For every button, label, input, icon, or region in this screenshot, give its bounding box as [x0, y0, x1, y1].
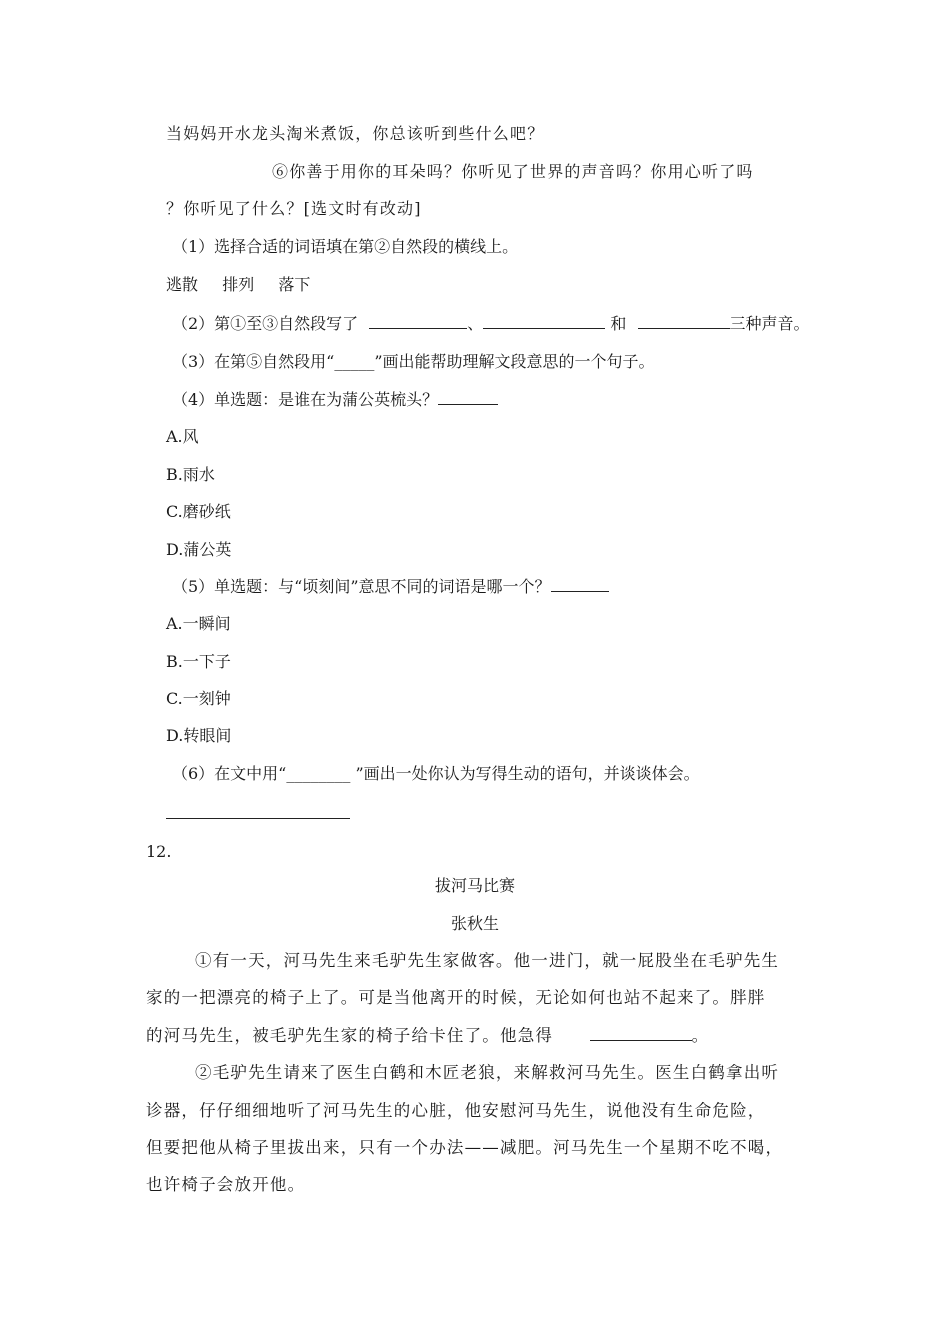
paragraph-1-line: ①有一天，河马先生来毛驴先生家做客。他一进门，就一屁股坐在毛驴先生: [195, 951, 780, 970]
option-a[interactable]: A.风: [166, 427, 199, 446]
question-5-text: （5）单选题：与“顷刻间”意思不同的词语是哪一个？: [172, 577, 551, 596]
paragraph-1-line: [146, 1026, 709, 1046]
question-5: [172, 577, 609, 597]
question-4-text: （4）单选题：是谁在为蒲公英梳头？: [172, 390, 439, 409]
question-2: [172, 314, 810, 334]
paragraph-1-end: 。: [691, 1026, 710, 1045]
question-1-text: （1）选择合适的词语填在第②自然段的横线上。: [172, 237, 519, 256]
passage-title: 拔河马比赛: [434, 876, 515, 895]
passage-paragraph-6-line: ？你听见了什么？[选文时有改动]: [166, 199, 422, 218]
question-6-text: （6）在文中用“________ ”画出一处你认为写得生动的语句，并谈谈体会。: [172, 764, 700, 783]
option-b[interactable]: B.一下子: [166, 652, 231, 671]
passage-line: 当妈妈开水龙头淘米煮饭，你总该听到些什么吧？: [166, 124, 545, 143]
passage-paragraph-6-line: ⑥你善于用你的耳朵吗？你听见了世界的声音吗？你用心听了吗: [272, 162, 754, 181]
answer-blank[interactable]: [551, 577, 609, 592]
question-1-word-bank: [166, 275, 310, 295]
problem-number: 12.: [146, 842, 172, 861]
option-c[interactable]: C.磨砂纸: [166, 502, 231, 521]
passage-author: 张秋生: [450, 914, 499, 933]
word-option: 逃散: [166, 275, 199, 294]
question-2-separator: 、: [467, 314, 484, 333]
paragraph-2-line: 也许椅子会放开他。: [146, 1175, 306, 1194]
option-b[interactable]: B.雨水: [166, 465, 215, 484]
option-a[interactable]: A.一瞬间: [166, 614, 231, 633]
question-2-separator: 和: [610, 314, 627, 333]
question-4: [172, 390, 498, 410]
option-d[interactable]: D.蒲公英: [166, 540, 232, 559]
paragraph-1-line: 家的一把漂亮的椅子上了。可是当他离开的时候，无论如何也站不起来了。胖胖: [146, 988, 766, 1007]
answer-blank[interactable]: [369, 314, 467, 329]
paragraph-2-line: 但要把他从椅子里拔出来，只有一个办法——减肥。河马先生一个星期不吃不喝，: [146, 1138, 784, 1157]
question-2-prefix: （2）第①至③自然段写了: [172, 314, 359, 333]
question-2-suffix: 三种声音。: [729, 314, 810, 333]
paragraph-1-text: 的河马先生，被毛驴先生家的椅子给卡住了。他急得: [146, 1026, 554, 1045]
paragraph-2-line: ②毛驴先生请来了医生白鹤和木匠老狼，来解救河马先生。医生白鹤拿出听: [195, 1063, 780, 1082]
answer-line[interactable]: [166, 818, 350, 819]
paragraph-2-line: 诊器，仔仔细细地听了河马先生的心脏，他安慰河马先生，说他没有生命危险，: [146, 1101, 766, 1120]
option-d[interactable]: D.转眼间: [166, 726, 232, 745]
option-c[interactable]: C.一刻钟: [166, 689, 231, 708]
answer-blank[interactable]: [483, 314, 605, 329]
answer-blank[interactable]: [438, 390, 498, 405]
answer-blank[interactable]: [590, 1026, 692, 1041]
word-option: 落下: [278, 275, 311, 294]
answer-blank[interactable]: [638, 314, 730, 329]
question-3-text: （3）在第⑤自然段用“_____”画出能帮助理解文段意思的一个句子。: [172, 352, 655, 371]
word-option: 排列: [222, 275, 255, 294]
